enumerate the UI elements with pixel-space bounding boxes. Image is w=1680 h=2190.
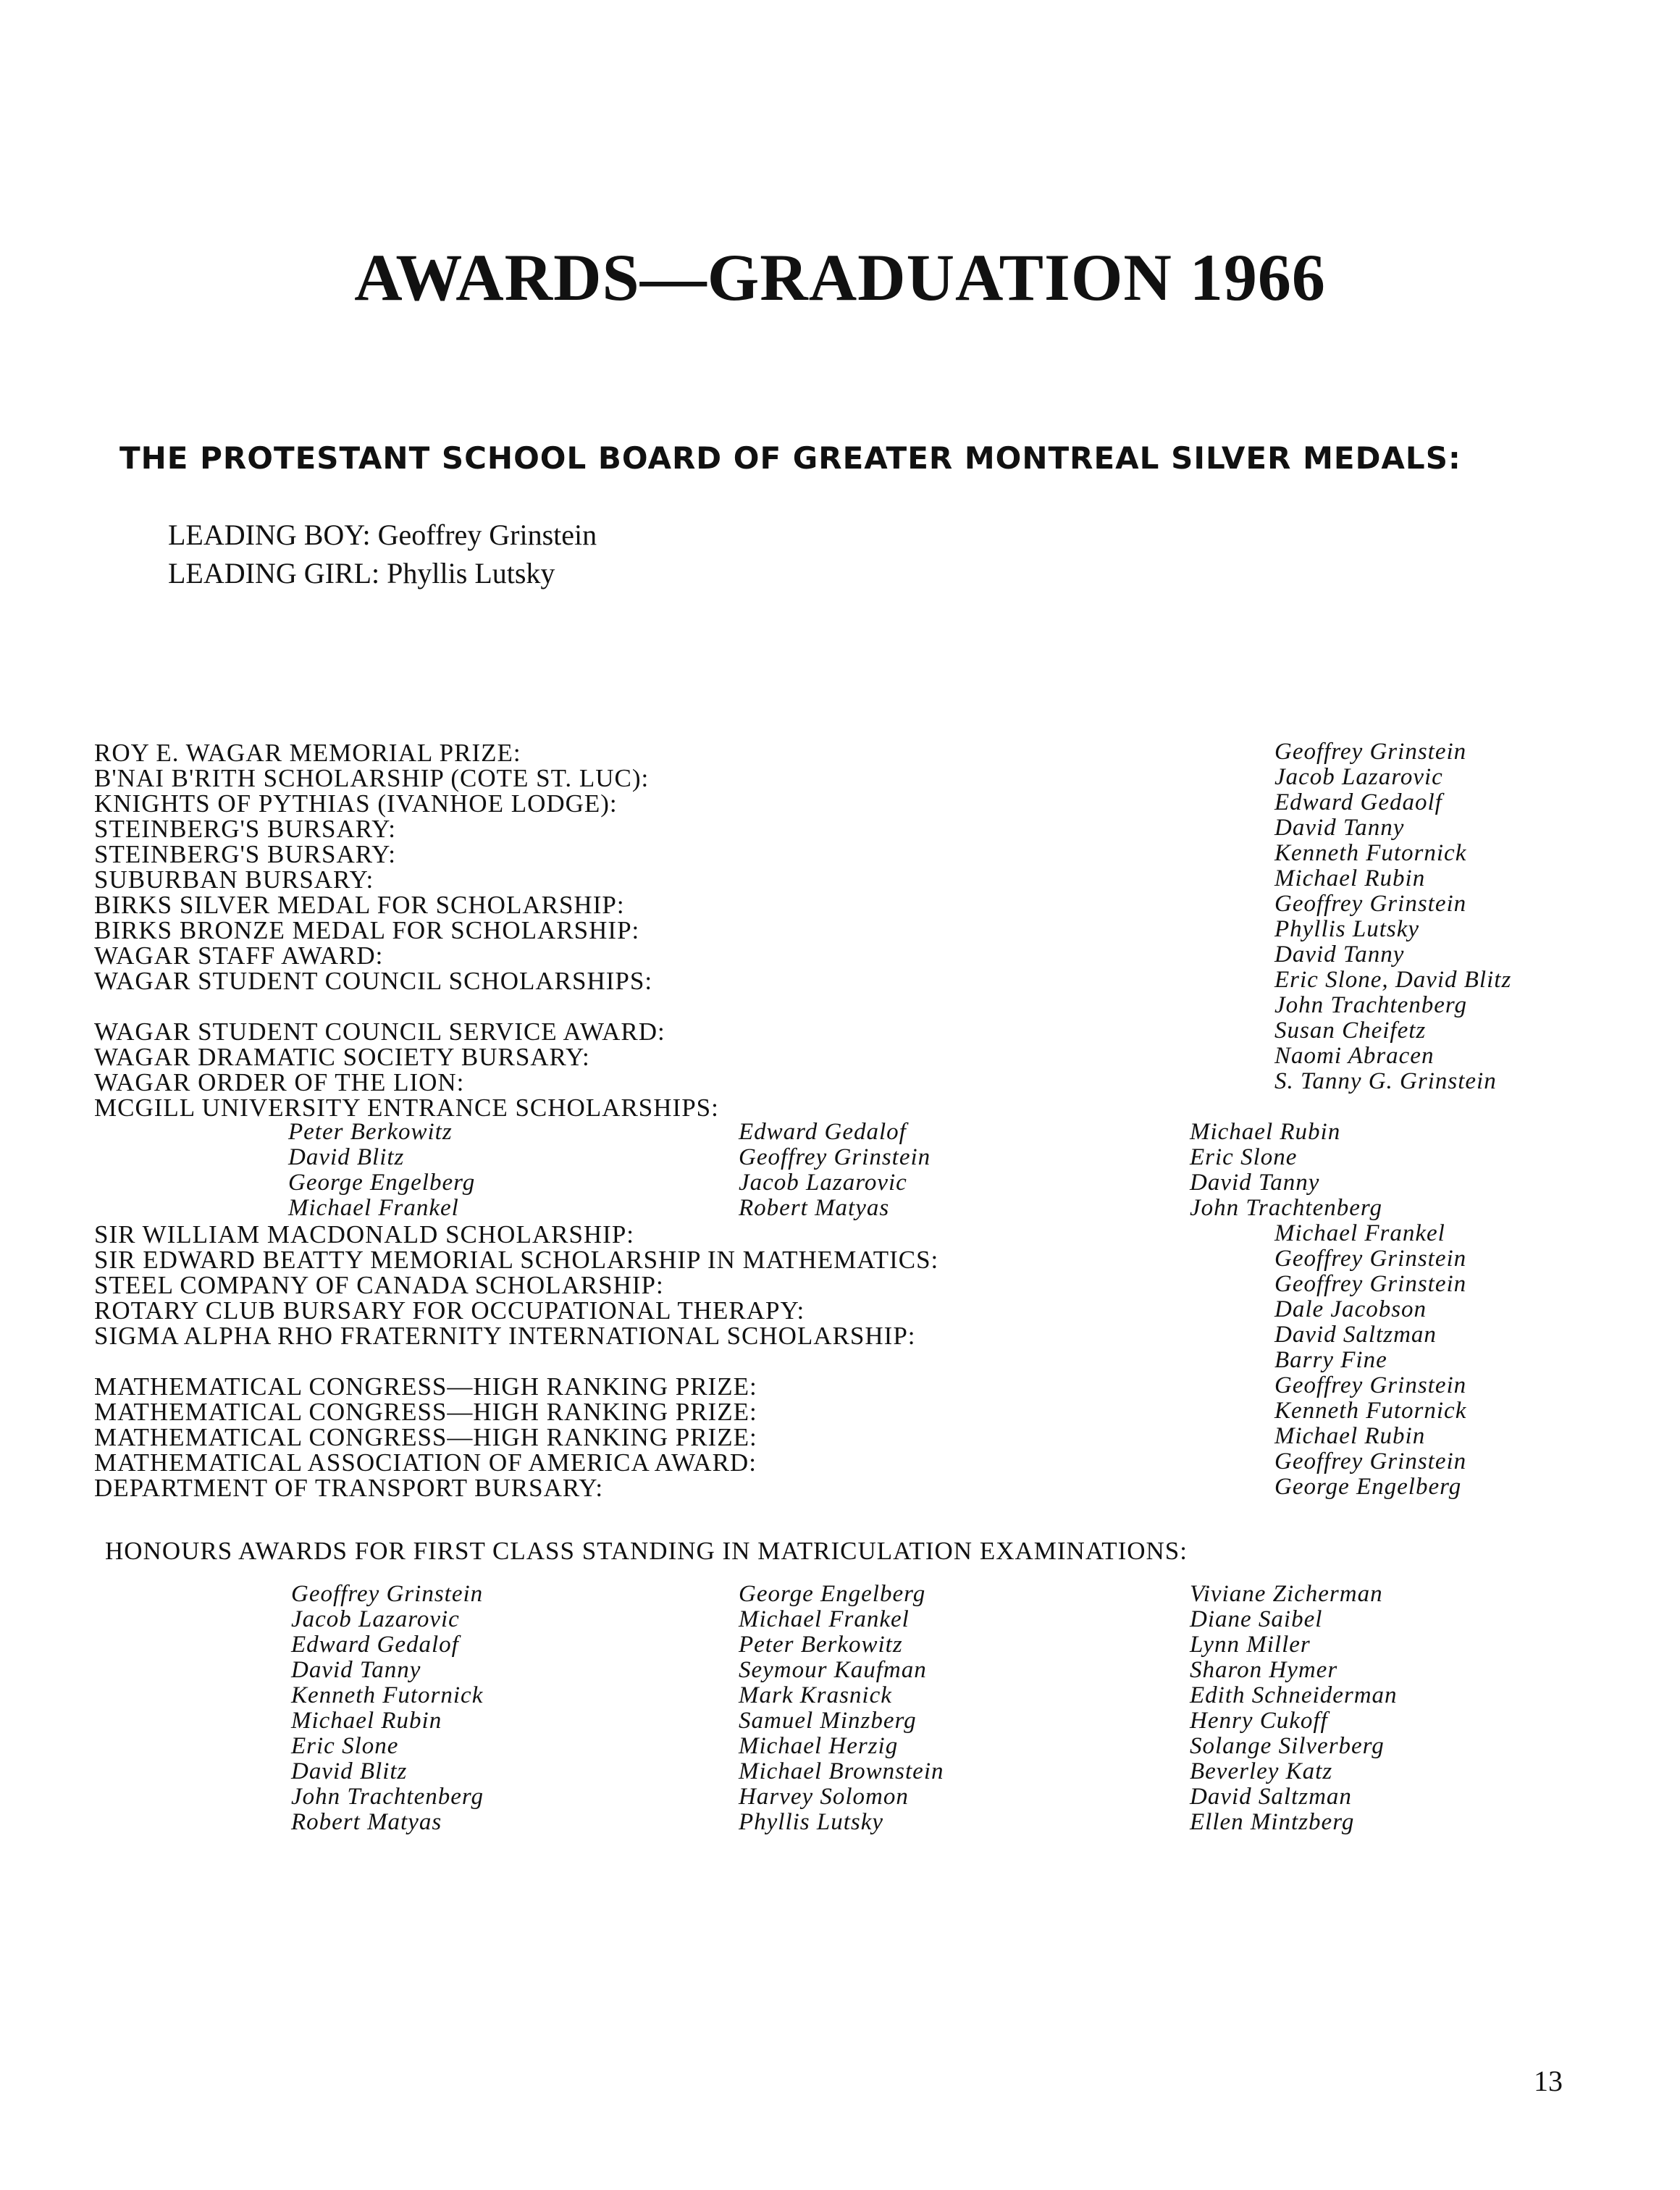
scholarship-label: SIR WILLIAM MACDONALD SCHOLARSHIP: — [94, 1220, 635, 1249]
math-prize-label: DEPARTMENT OF TRANSPORT BURSARY: — [94, 1474, 604, 1502]
honours-name: Henry Cukoff — [1190, 1708, 1328, 1734]
mcgill-name: Robert Matyas — [739, 1195, 890, 1221]
mcgill-name: Eric Slone — [1190, 1144, 1298, 1170]
math-prize-winner: Michael Rubin — [1274, 1423, 1426, 1449]
page-number: 13 — [1534, 2065, 1563, 2097]
prize-winner: Geoffrey Grinstein — [1274, 739, 1467, 765]
math-prize-label: MATHEMATICAL CONGRESS—HIGH RANKING PRIZE: — [94, 1372, 757, 1401]
scholarship-label: STEEL COMPANY OF CANADA SCHOLARSHIP: — [94, 1271, 664, 1299]
math-prize-winner: Geoffrey Grinstein — [1274, 1448, 1467, 1474]
honours-name: Mark Krasnick — [739, 1682, 892, 1708]
math-prize-winner: Geoffrey Grinstein — [1274, 1372, 1467, 1398]
prize-winner: Edward Gedaolf — [1274, 789, 1442, 815]
honours-column-3 — [1190, 1581, 1398, 1834]
mcgill-name: John Trachtenberg — [1190, 1195, 1382, 1221]
math-prize-winner: Kenneth Futornick — [1274, 1398, 1467, 1424]
honours-name: Solange Silverberg — [1190, 1733, 1385, 1759]
mcgill-name: Michael Rubin — [1190, 1119, 1341, 1145]
honours-name: Michael Frankel — [739, 1606, 910, 1632]
mcgill-name: Edward Gedalof — [739, 1119, 907, 1145]
prize-label: SUBURBAN BURSARY: — [94, 865, 374, 894]
prize-label: BIRKS BRONZE MEDAL FOR SCHOLARSHIP: — [94, 916, 640, 944]
math-prize-label: MATHEMATICAL ASSOCIATION OF AMERICA AWARD: — [94, 1448, 757, 1477]
prize-winner: Jacob Lazarovic — [1274, 764, 1443, 790]
scholarship-winner: Geoffrey Grinstein — [1274, 1271, 1467, 1297]
prize-label: WAGAR STUDENT COUNCIL SCHOLARSHIPS: — [94, 967, 653, 995]
scholarship-winner: David Saltzman — [1274, 1322, 1437, 1348]
honours-name: Viviane Zicherman — [1190, 1581, 1383, 1607]
prize-label: WAGAR ORDER OF THE LION: — [94, 1068, 465, 1096]
honours-column-2 — [739, 1581, 944, 1834]
prize-winner: David Tanny — [1274, 941, 1405, 968]
leading-girl: LEADING GIRL: Phyllis Lutsky — [168, 557, 555, 590]
mcgill-name: Geoffrey Grinstein — [739, 1144, 931, 1170]
honours-column-1 — [291, 1581, 484, 1834]
scholarship-winner: Barry Fine — [1274, 1347, 1387, 1373]
prizes-section — [0, 739, 1680, 1502]
honours-name: Geoffrey Grinstein — [291, 1581, 484, 1607]
mcgill-name: Peter Berkowitz — [288, 1119, 453, 1145]
prize-winner: Susan Cheifetz — [1274, 1018, 1427, 1044]
honours-name: Michael Herzig — [739, 1733, 899, 1759]
prize-label: ROY E. WAGAR MEMORIAL PRIZE: — [94, 739, 521, 767]
honours-name: Phyllis Lutsky — [739, 1809, 884, 1835]
prize-label: WAGAR DRAMATIC SOCIETY BURSARY: — [94, 1043, 590, 1071]
honours-name: Kenneth Futornick — [291, 1682, 484, 1708]
honours-name: Michael Brownstein — [739, 1758, 944, 1784]
prize-winner: Kenneth Futornick — [1274, 840, 1467, 866]
mcgill-name: George Engelberg — [288, 1170, 476, 1196]
honours-name: Seymour Kaufman — [739, 1657, 927, 1683]
honours-name: Eric Slone — [291, 1733, 399, 1759]
prize-label: WAGAR STAFF AWARD: — [94, 941, 384, 970]
mcgill-name: David Tanny — [1190, 1170, 1320, 1196]
prize-winner: John Trachtenberg — [1274, 992, 1467, 1018]
math-prize-label: MATHEMATICAL CONGRESS—HIGH RANKING PRIZE: — [94, 1423, 757, 1451]
honours-name: Robert Matyas — [291, 1809, 442, 1835]
honours-name: Samuel Minzberg — [739, 1708, 917, 1734]
scholarship-label: ROTARY CLUB BURSARY FOR OCCUPATIONAL THERAPY: — [94, 1296, 805, 1325]
mcgill-name: David Blitz — [288, 1144, 405, 1170]
honours-name: David Saltzman — [1190, 1784, 1352, 1810]
prize-winner: Michael Rubin — [1274, 865, 1426, 891]
scholarship-winner: Geoffrey Grinstein — [1274, 1246, 1467, 1272]
honours-name: John Trachtenberg — [291, 1784, 484, 1810]
honours-name: David Blitz — [291, 1758, 408, 1784]
scholarship-label: SIR EDWARD BEATTY MEMORIAL SCHOLARSHIP IN MATHEMATICS: — [94, 1246, 939, 1274]
honours-name: Edith Schneiderman — [1190, 1682, 1398, 1708]
honours-name: Beverley Katz — [1190, 1758, 1333, 1784]
honours-name: Jacob Lazarovic — [291, 1606, 460, 1632]
mcgill-label: MCGILL UNIVERSITY ENTRANCE SCHOLARSHIPS: — [94, 1094, 719, 1122]
honours-name: Michael Rubin — [291, 1708, 442, 1734]
honours-name: Sharon Hymer — [1190, 1657, 1338, 1683]
scholarship-winner: Dale Jacobson — [1274, 1296, 1427, 1322]
prize-label: B'NAI B'RITH SCHOLARSHIP (COTE ST. LUC): — [94, 764, 650, 792]
prize-winner: Naomi Abracen — [1274, 1043, 1435, 1069]
prize-label: KNIGHTS OF PYTHIAS (IVANHOE LODGE): — [94, 789, 618, 818]
prize-label: BIRKS SILVER MEDAL FOR SCHOLARSHIP: — [94, 891, 625, 919]
prize-winner: S. Tanny G. Grinstein — [1274, 1068, 1497, 1094]
mcgill-name: Jacob Lazarovic — [739, 1170, 907, 1196]
honours-name: Lynn Miller — [1190, 1632, 1311, 1658]
honours-name: Ellen Mintzberg — [1190, 1809, 1355, 1835]
prize-label: STEINBERG'S BURSARY: — [94, 815, 396, 843]
honours-name: Harvey Solomon — [739, 1784, 909, 1810]
prize-winner: Eric Slone, David Blitz — [1274, 967, 1512, 993]
honours-name: Diane Saibel — [1190, 1606, 1323, 1632]
page-title: AWARDS—GRADUATION 1966 — [354, 240, 1326, 314]
leading-boy: LEADING BOY: Geoffrey Grinstein — [168, 519, 597, 551]
mcgill-name: Michael Frankel — [288, 1195, 459, 1221]
honours-name: Peter Berkowitz — [739, 1632, 903, 1658]
medals-heading: THE PROTESTANT SCHOOL BOARD OF GREATER MONTREAL SILVER MEDALS: — [119, 440, 1461, 476]
scholarship-winner: Michael Frankel — [1274, 1220, 1445, 1246]
honours-name: David Tanny — [291, 1657, 421, 1683]
honours-name: George Engelberg — [739, 1581, 926, 1607]
prize-winner: David Tanny — [1274, 815, 1405, 841]
prize-label: WAGAR STUDENT COUNCIL SERVICE AWARD: — [94, 1018, 665, 1046]
prize-winner: Phyllis Lutsky — [1274, 916, 1420, 942]
honours-name: Edward Gedalof — [291, 1632, 459, 1658]
scholarship-label: SIGMA ALPHA RHO FRATERNITY INTERNATIONAL SCHOLARSHIP: — [94, 1322, 916, 1350]
honours-heading: HONOURS AWARDS FOR FIRST CLASS STANDING IN MATRICULATION EXAMINATIONS: — [105, 1537, 1188, 1565]
prize-label: STEINBERG'S BURSARY: — [94, 840, 396, 868]
math-prize-winner: George Engelberg — [1274, 1474, 1462, 1500]
math-prize-label: MATHEMATICAL CONGRESS—HIGH RANKING PRIZE: — [94, 1398, 757, 1426]
prize-winner: Geoffrey Grinstein — [1274, 891, 1467, 917]
